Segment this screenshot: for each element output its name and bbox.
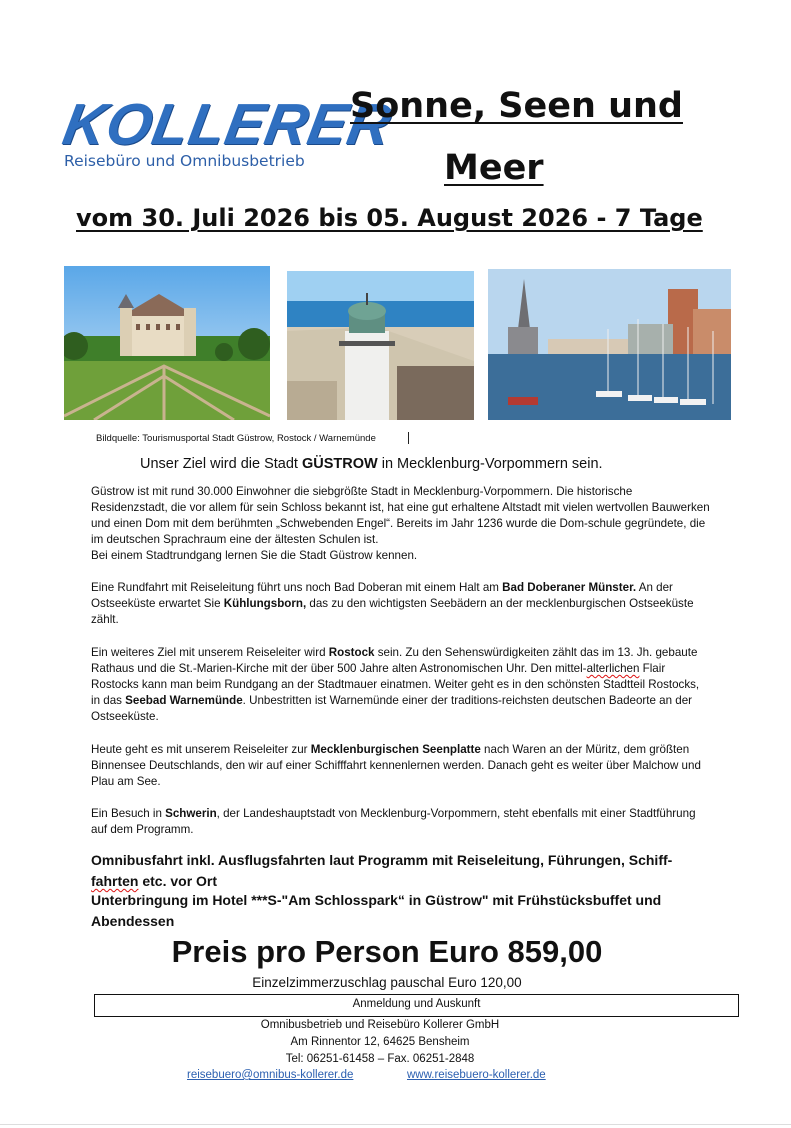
paragraph-bad-doberan: Eine Rundfahrt mit Reiseleitung führt uns noch Bad Doberan mit einem Halt am Bad Doberaner Münster. An der Ostseeküste erwartet Sie Kühlungsborn, das zu den wichtigsten Seebädern an der mecklenburgischen Ostseeküste zählt. <box>91 581 694 626</box>
price-per-person: Preis pro Person Euro 859,00 <box>171 934 603 969</box>
photo-leuchtturm-warnemuende <box>287 271 474 420</box>
page-title-line2: Meer <box>444 148 544 188</box>
paragraph-seenplatte: Heute geht es mit unserem Reiseleiter zur Mecklenburgischen Seenplatte nach Waren an der Müritz, dem größten Binnensee Deutschlands, den wir auf einer Schifffahrt kennenlernen werden. Danach geht es weiter über Malchow und Plau am See. <box>91 743 701 788</box>
paragraph-schwerin: Ein Besuch in Schwerin, der Landeshauptstadt von Mecklenburg-Vorpommern, steht ebenfalls mit einer Stadtführung auf dem Programm. <box>91 807 696 836</box>
logo-subtitle: Reisebüro und Omnibusbetrieb <box>64 152 305 170</box>
services-bus: Omnibusfahrt inkl. Ausflugsfahrten laut Programm mit Reiseleitung, Führungen, Schiff- fahrten etc. vor Ort <box>91 852 673 889</box>
contact-box-label: Anmeldung und Auskunft <box>352 998 481 1010</box>
email-link[interactable]: reisebuero@omnibus-kollerer.de <box>187 1069 354 1081</box>
company-name: Omnibusbetrieb und Reisebüro Kollerer GmbH <box>260 1019 500 1031</box>
company-address: Am Rinnentor 12, 64625 Bensheim <box>290 1036 470 1048</box>
paragraph-guestrow: Güstrow ist mit rund 30.000 Einwohner die siebgrößte Stadt in Mecklenburg-Vorpommern. Die historische Residenzstadt, die vor allem für sein Schloss bekannt ist, hat eine gut erhaltene Altstadt mit vielen wertvollen Bauwerken und einen Dom mit dem berühmten „Schwebenden Engel“. Bereits im Jahr 1236 wurde die Dom-schule gegründete, die im deutschen Sprachraum eine der ältesten Schulen ist. Bei einem Stadtrundgang lernen Sie die Stadt Güstrow kennen. <box>91 485 710 562</box>
lead-sentence: Unser Ziel wird die Stadt GÜSTROW in Mecklenburg-Vorpommern sein. <box>140 456 603 472</box>
travel-dates: vom 30. Juli 2026 bis 05. August 2026 - 7 Tage <box>76 204 703 232</box>
photo-stadthafen-rostock <box>488 269 731 420</box>
image-credit: Bildquelle: Tourismusportal Stadt Güstrow, Rostock / Warnemünde <box>96 433 376 444</box>
contact-box <box>94 994 739 1017</box>
text-cursor <box>408 432 409 444</box>
photo-schloss-guestrow <box>64 266 270 420</box>
services-hotel: Unterbringung im Hotel ***S-"Am Schlosspark“ in Güstrow" mit Frühstücksbuffet und Abendessen <box>91 892 662 929</box>
company-logo <box>58 92 397 184</box>
page-bottom-rule <box>0 1124 791 1125</box>
logo-wordmark: KOLLERER <box>58 92 397 157</box>
paragraph-rostock: Ein weiteres Ziel mit unserem Reiseleiter wird Rostock sein. Zu den Sehenswürdigkeiten zählt das im 13. Jh. gebaute Rathaus und die St.-Marien-Kirche mit der über 500 Jahre alten Astronomischen Uhr. Den mittel-alterlichen Flair Rostocks kann man beim Rundgang an der Stadtmauer einatmen. Weiter geht es in den schönsten Stadtteil Rostocks, in das Seebad Warnemünde. Unbestritten ist Warnemünde einer der traditions-reichsten deutschen Badeorte an der Ostseeküste. <box>91 646 700 723</box>
single-room-surcharge: Einzelzimmerzuschlag pauschal Euro 120,00 <box>252 975 522 990</box>
company-phone: Tel: 06251-61458 – Fax. 06251-2848 <box>285 1053 475 1065</box>
page-title-line1: Sonne, Seen und <box>350 86 683 126</box>
website-link[interactable]: www.reisebuero-kollerer.de <box>407 1069 546 1081</box>
